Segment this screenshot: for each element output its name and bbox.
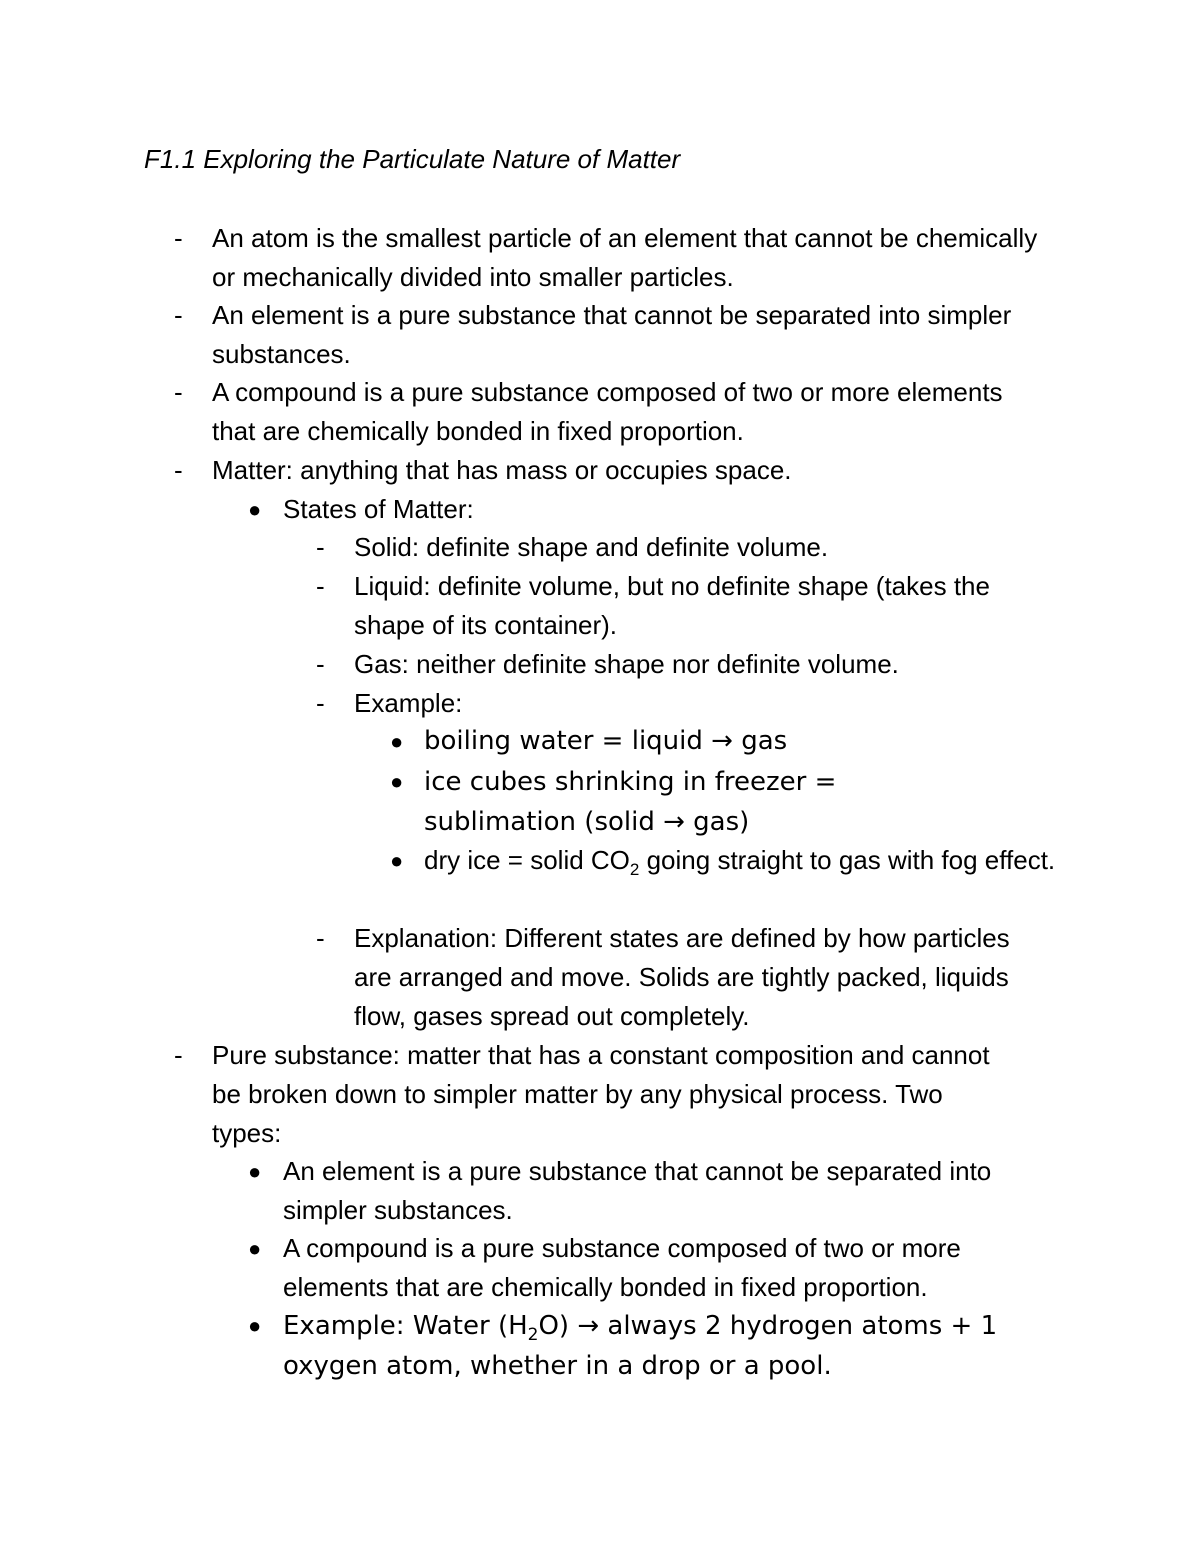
dash-bullet: - [174,223,183,253]
round-bullet: ● [248,1236,262,1261]
water-text-end: O) → always 2 hydrogen atoms + 1 oxygen atom, whether in a drop or a pool. [283,1311,998,1381]
list-item-boiling-water: boiling water = liquid → gas [424,726,788,756]
list-item-pure-substance: Pure substance: matter that has a constant composition and cannot be broken down to simpler matter by any physical process. Two types: [212,1040,990,1148]
co2-subscript: 2 [629,860,640,880]
list-item-pure-element: An element is a pure substance that cannot be separated into simpler substances. [283,1156,992,1225]
round-bullet: ● [390,848,404,873]
dash-bullet: - [316,923,325,953]
dash-bullet: - [174,455,183,485]
dash-bullet: - [316,532,325,562]
dash-bullet: - [316,649,325,679]
dash-bullet: - [316,571,325,601]
list-item-ice-cubes: ice cubes shrinking in freezer = sublimation (solid → gas) [424,767,837,837]
dry-ice-text-end: going straight to gas with fog effect. [639,845,1056,875]
list-item-atom: An atom is the smallest particle of an element that cannot be chemically or mechanically divided into smaller particles. [212,223,1038,292]
list-item-example: Example: [354,688,463,718]
list-item-pure-compound: A compound is a pure substance composed of two or more elements that are chemically bonded in fixed proportion. [283,1233,961,1302]
list-item-compound: A compound is a pure substance composed of two or more elements that are chemically bonded in fixed proportion. [212,377,1003,446]
round-bullet: ● [390,729,404,754]
list-item-states-of-matter: States of Matter: [283,494,474,524]
list-item-liquid: Liquid: definite volume, but no definite shape (takes the shape of its container). [354,571,990,640]
round-bullet: ● [248,1313,262,1338]
list-item-element: An element is a pure substance that cannot be separated into simpler substances. [212,300,1012,369]
list-item-water-example [283,1306,1043,1386]
h2o-subscript: 2 [527,1325,539,1346]
list-item-dry-ice [424,841,1064,880]
section-title: F1.1 Exploring the Particulate Nature of Matter [144,144,681,174]
dash-bullet: - [174,1040,183,1070]
dash-bullet: - [174,377,183,407]
dash-bullet: - [316,688,325,718]
round-bullet: ● [248,497,262,522]
list-item-gas: Gas: neither definite shape nor definite volume. [354,649,899,679]
water-text-start: Example: Water (H [283,1311,528,1341]
list-item-explanation: Explanation: Different states are defined by how particles are arranged and move. Solids are tightly packed, liquids flow, gases spread out completely. [354,923,1010,1031]
round-bullet: ● [390,769,404,794]
dash-bullet: - [174,300,183,330]
round-bullet: ● [248,1159,262,1184]
list-item-solid: Solid: definite shape and definite volume. [354,532,829,562]
dry-ice-text-start: dry ice = solid CO [424,845,630,875]
list-item-matter: Matter: anything that has mass or occupies space. [212,455,792,485]
